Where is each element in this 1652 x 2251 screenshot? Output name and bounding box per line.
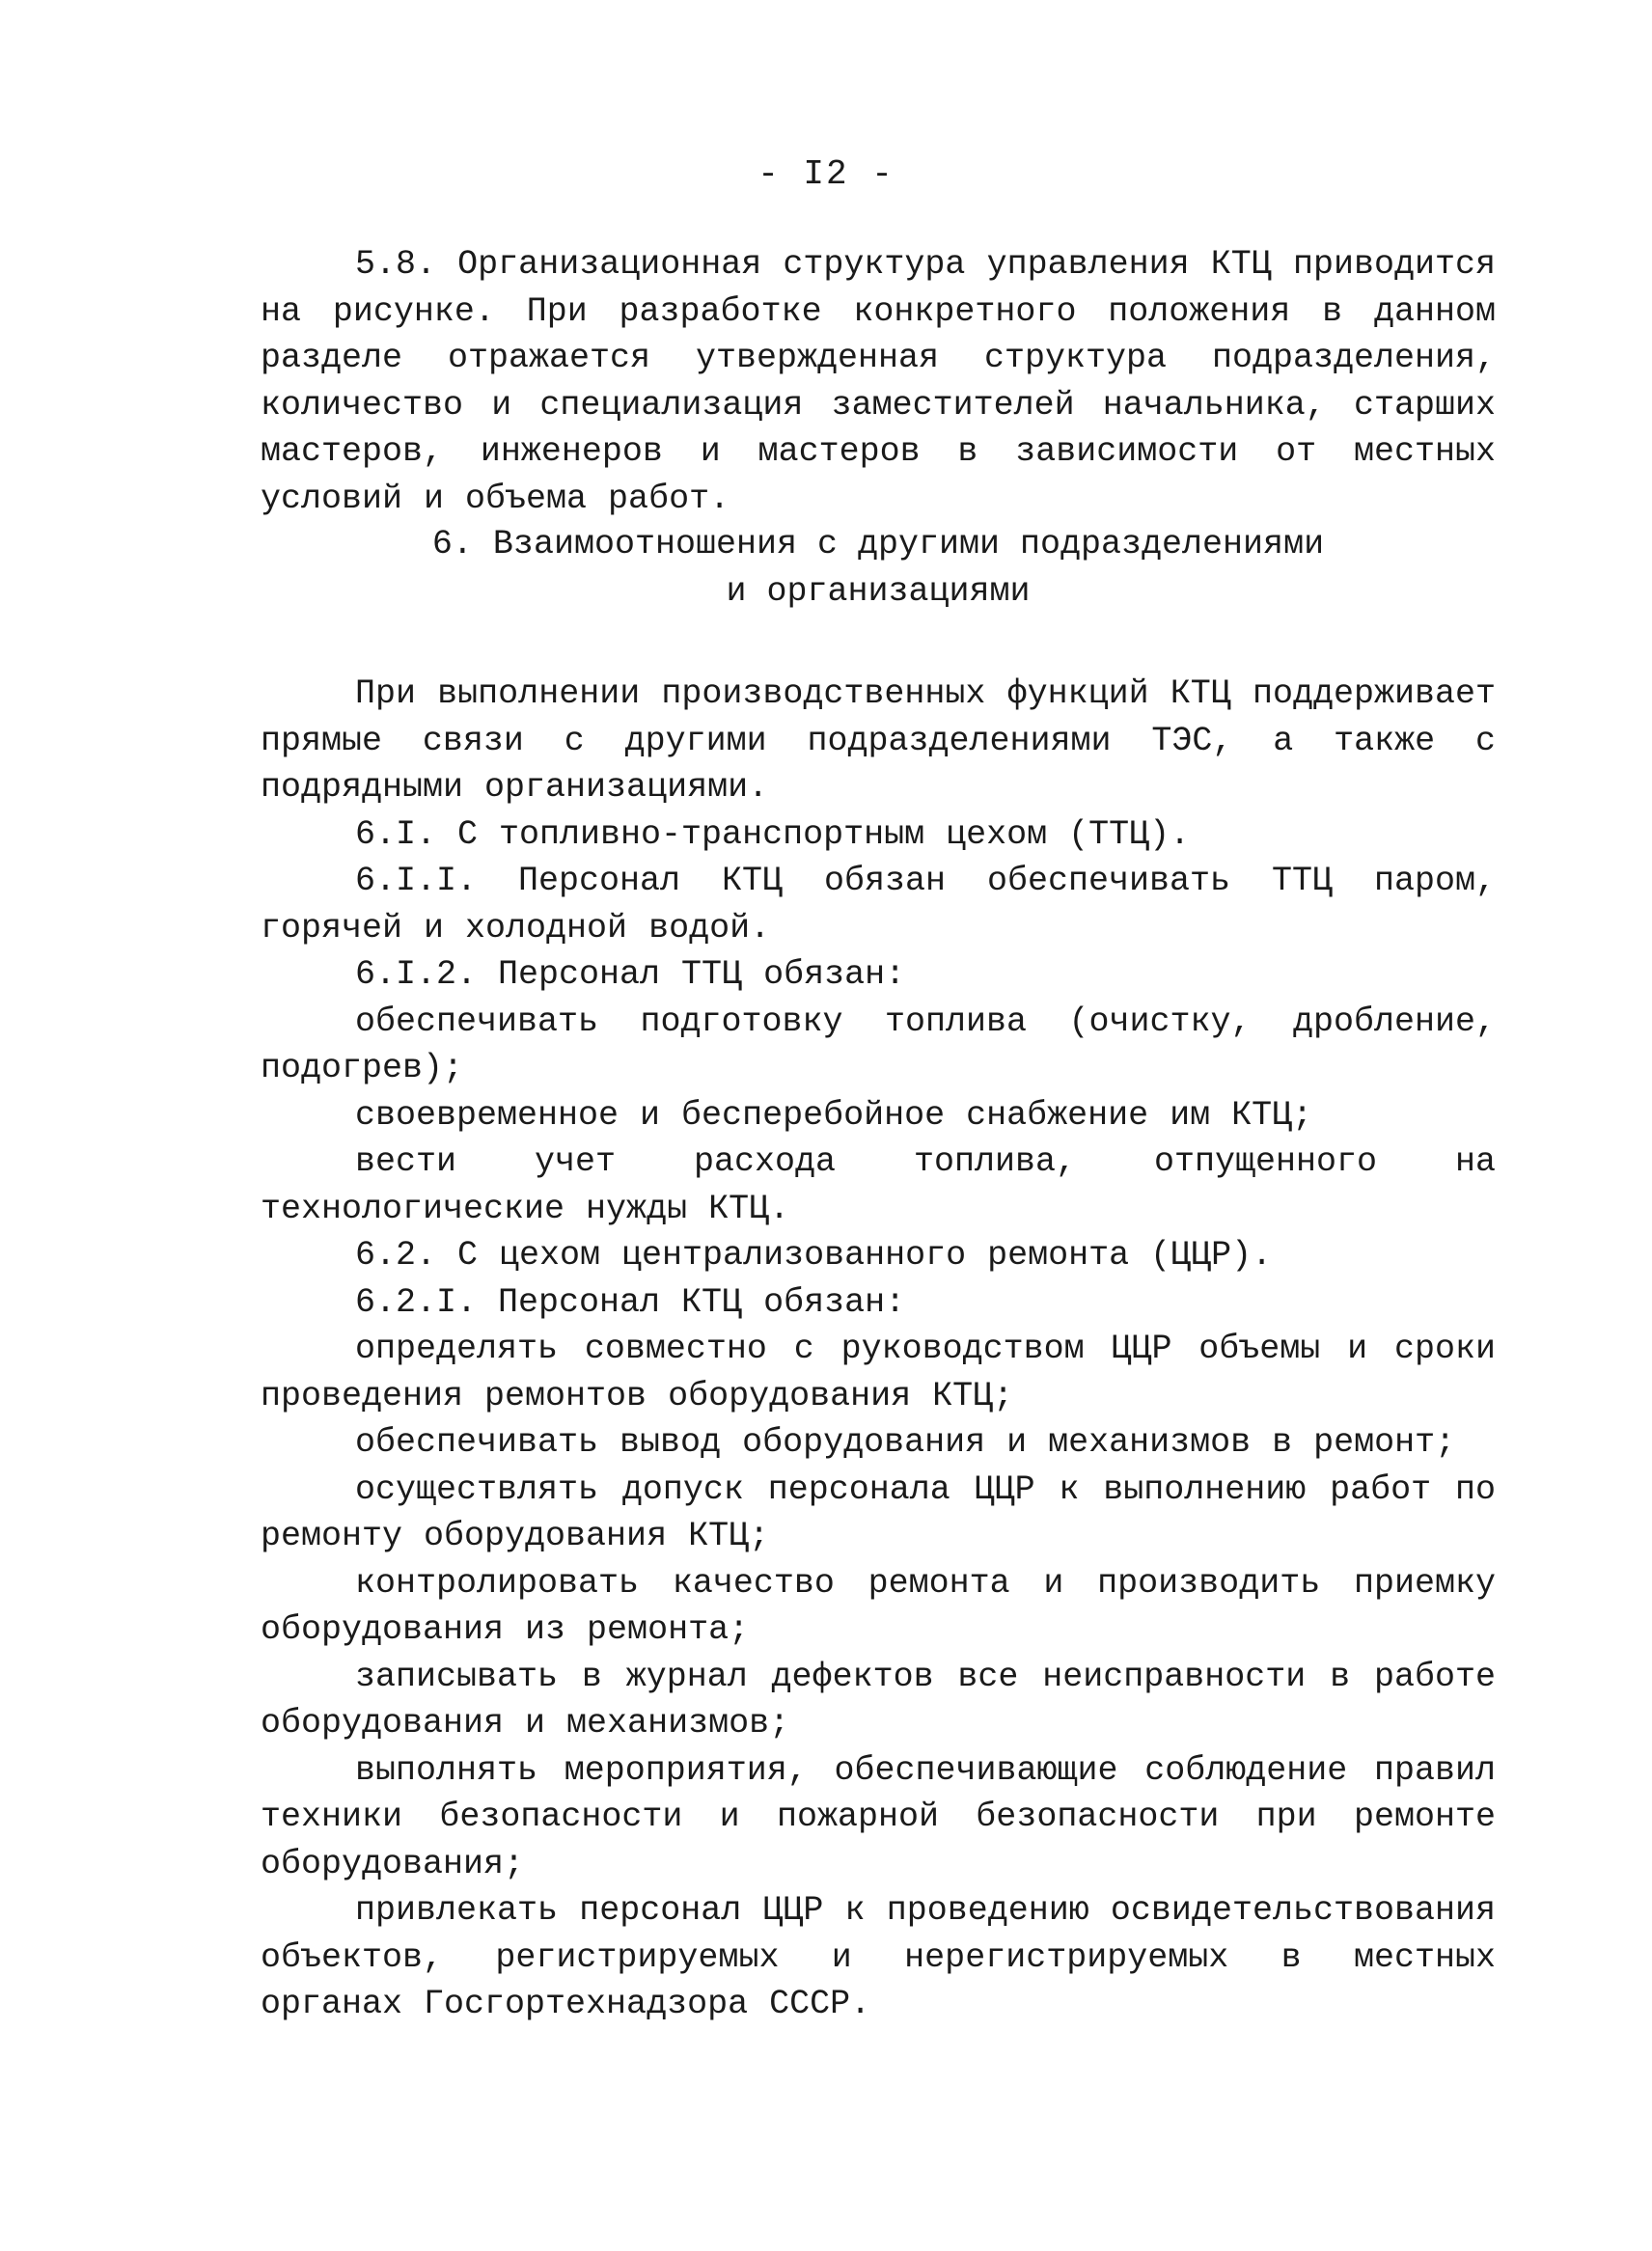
paragraph: выполнять мероприятия, обеспечивающие соблюдение правил техники безопасности и пожарной безопасности при ремонте оборудования;	[261, 1750, 1496, 1883]
paragraph: 6.2. С цехом централизованного ремонта (ЦЦР).	[355, 1236, 1273, 1275]
section-5-8	[261, 241, 1496, 522]
page-number: - I2 -	[757, 154, 895, 194]
heading-line-2: и организациями	[726, 571, 1031, 611]
paragraph: контролировать качество ремонта и производить приемку оборудования из ремонта;	[261, 1563, 1496, 1649]
heading-line-1: 6. Взаимоотношения с другими подразделениями	[431, 525, 1325, 563]
paragraph: определять совместно с руководством ЦЦР объемы и сроки проведения ремонтов оборудования КТЦ;	[261, 1330, 1496, 1415]
paragraph: 6.2.I. Персонал КТЦ обязан:	[355, 1282, 906, 1322]
paragraph: привлекать персонал ЦЦР к проведению освидетельствования объектов, регистрируемых и нерегистрируемых в местных органах Госгортехнадзора СССР.	[261, 1891, 1496, 2023]
paragraph: При выполнении производственных функций КТЦ поддерживает прямые связи с другими подразделениями ТЭС, а также с подрядными организациями.	[261, 674, 1496, 807]
paragraph-5-8: 5.8. Организационная структура управления КТЦ приводится на рисунке. При разработке конкретного положения в данном разделе отражается утвержденная структура подразделения, количество и специализация заместителей начальника, старших мастеров, инженеров и мастеров в зависимости от местных условий и объема работ.	[261, 245, 1496, 518]
paragraph: записывать в журнал дефектов все неисправности в работе оборудования и механизмов;	[261, 1657, 1496, 1743]
section-6-body	[261, 671, 1496, 2028]
paragraph: 6.I.I. Персонал КТЦ обязан обеспечивать ТТЦ паром, горячей и холодной водой.	[261, 862, 1496, 947]
paragraph: обеспечивать вывод оборудования и механизмов в ремонт;	[355, 1423, 1456, 1462]
paragraph: 6.I.2. Персонал ТТЦ обязан:	[355, 955, 906, 994]
paragraph: осуществлять допуск персонала ЦЦР к выполнению работ по ремонту оборудования КТЦ;	[261, 1469, 1496, 1555]
paragraph: своевременное и бесперебойное снабжение им КТЦ;	[355, 1095, 1313, 1135]
paragraph: обеспечивать подготовку топлива (очистку, дробление, подогрев);	[261, 1002, 1496, 1087]
paragraph: вести учет расхода топлива, отпущенного на технологические нужды КТЦ.	[261, 1142, 1496, 1228]
section-heading-6	[261, 521, 1496, 615]
paragraph: 6.I. С топливно-транспортным цехом (ТТЦ).	[355, 814, 1191, 854]
